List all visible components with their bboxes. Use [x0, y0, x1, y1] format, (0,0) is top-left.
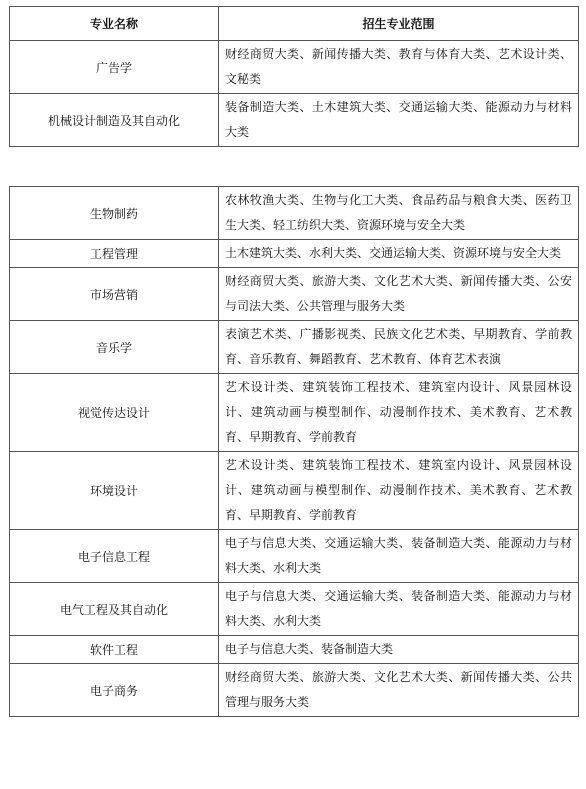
- enrollment-scope: 表演艺术类、广播影视类、民族文化艺术类、早期教育、学前教育、音乐教育、舞蹈教育、艺术教育、体育艺术表演: [219, 321, 579, 374]
- major-table-top: [9, 6, 579, 147]
- table-row: [10, 636, 579, 664]
- enrollment-scope: 农林牧渔大类、生物与化工大类、食品药品与粮食大类、医药卫生大类、轻工纺织大类、资源环境与安全大类: [219, 187, 579, 240]
- enrollment-scope: 财经商贸大类、旅游大类、文化艺术大类、新闻传播大类、公共管理与服务大类: [219, 664, 579, 717]
- major-name: 市场营销: [10, 268, 219, 321]
- table-row: [10, 268, 579, 321]
- enrollment-scope: 土木建筑大类、水利大类、交通运输大类、资源环境与安全大类: [219, 240, 579, 268]
- table-row: [10, 240, 579, 268]
- table-row: [10, 530, 579, 583]
- table-row: [10, 664, 579, 717]
- major-name: 电子信息工程: [10, 530, 219, 583]
- major-name: 电气工程及其自动化: [10, 583, 219, 636]
- enrollment-scope: 艺术设计类、建筑装饰工程技术、建筑室内设计、风景园林设计、建筑动画与模型制作、动漫制作技术、美术教育、艺术教育、早期教育、学前教育: [219, 452, 579, 530]
- table-row: [10, 94, 579, 147]
- major-name: 工程管理: [10, 240, 219, 268]
- header-enrollment-scope: 招生专业范围: [219, 7, 579, 41]
- table-row: [10, 41, 579, 94]
- major-name: 音乐学: [10, 321, 219, 374]
- major-name: 生物制药: [10, 187, 219, 240]
- major-name: 广告学: [10, 41, 219, 94]
- enrollment-scope: 财经商贸大类、新闻传播大类、教育与体育大类、艺术设计类、文秘类: [219, 41, 579, 94]
- header-row: [10, 7, 579, 41]
- table-row: [10, 583, 579, 636]
- enrollment-scope: 艺术设计类、建筑装饰工程技术、建筑室内设计、风景园林设计、建筑动画与模型制作、动漫制作技术、美术教育、艺术教育、早期教育、学前教育: [219, 374, 579, 452]
- major-name: 电子商务: [10, 664, 219, 717]
- table-row: [10, 452, 579, 530]
- enrollment-scope: 电子与信息大类、交通运输大类、装备制造大类、能源动力与材料大类、水利大类: [219, 583, 579, 636]
- major-name: 环境设计: [10, 452, 219, 530]
- enrollment-scope: 财经商贸大类、旅游大类、文化艺术大类、新闻传播大类、公安与司法大类、公共管理与服务大类: [219, 268, 579, 321]
- enrollment-scope: 电子与信息大类、装备制造大类: [219, 636, 579, 664]
- enrollment-scope: 装备制造大类、土木建筑大类、交通运输大类、能源动力与材料大类: [219, 94, 579, 147]
- enrollment-scope: 电子与信息大类、交通运输大类、装备制造大类、能源动力与材料大类、水利大类: [219, 530, 579, 583]
- major-name: 视觉传达设计: [10, 374, 219, 452]
- table-row: [10, 187, 579, 240]
- major-table-bottom: [9, 186, 579, 717]
- major-name: 软件工程: [10, 636, 219, 664]
- header-major-name: 专业名称: [10, 7, 219, 41]
- major-name: 机械设计制造及其自动化: [10, 94, 219, 147]
- table-row: [10, 374, 579, 452]
- table-row: [10, 321, 579, 374]
